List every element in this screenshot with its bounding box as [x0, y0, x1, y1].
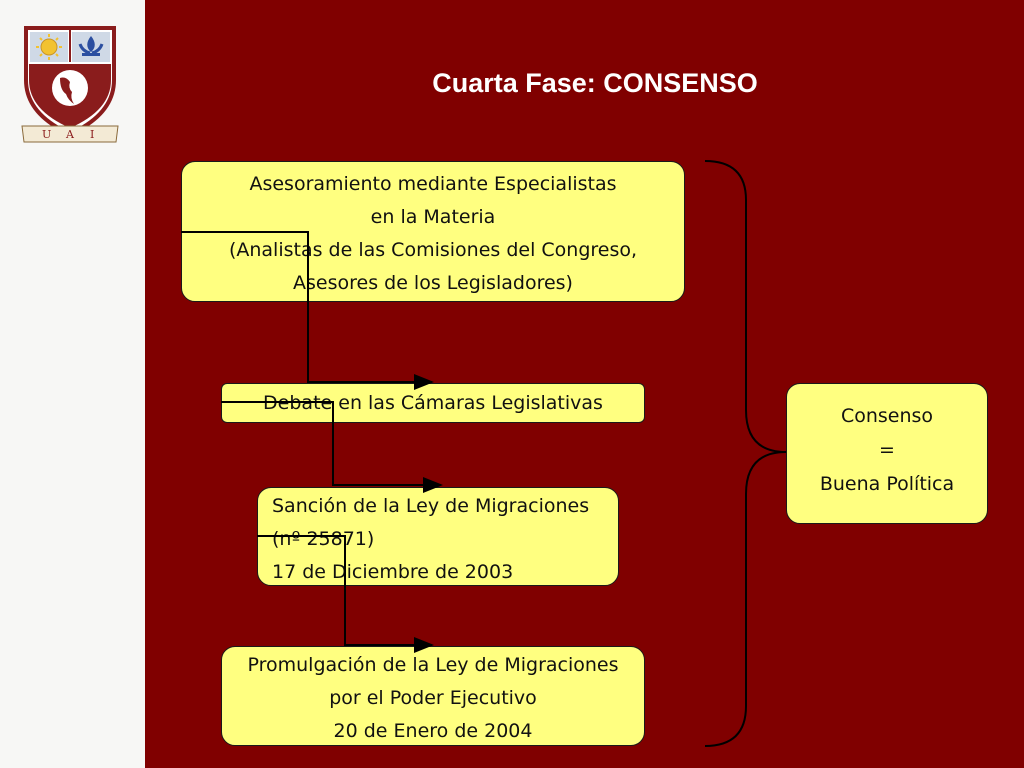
- box-sancion: [257, 487, 619, 586]
- box-sancion-line-1: Sanción de la Ley de Migraciones: [272, 495, 590, 517]
- box-debate-line-1: Debate en las Cámaras Legislativas: [263, 392, 603, 414]
- university-crest-logo: [20, 22, 120, 144]
- svg-text:A: A: [66, 128, 74, 141]
- box-consenso-line-1: Consenso: [840, 405, 934, 427]
- box-debate: [221, 383, 645, 423]
- box-asesoramiento-line-4: Asesores de los Legisladores): [293, 272, 573, 294]
- box-asesoramiento-line-1: Asesoramiento mediante Especialistas: [249, 173, 617, 195]
- box-asesoramiento-line-2: en la Materia: [370, 206, 496, 228]
- box-sancion-line-3: 17 de Diciembre de 2003: [272, 561, 514, 583]
- box-consenso-line-2: =: [879, 439, 895, 461]
- box-promulgacion: [221, 646, 645, 746]
- box-promulgacion-line-3: 20 de Enero de 2004: [333, 720, 533, 742]
- box-promulgacion-line-2: por el Poder Ejecutivo: [329, 687, 537, 709]
- box-sancion-line-2: (nº 25871): [272, 528, 375, 550]
- slide-title: Cuarta Fase: CONSENSO: [432, 68, 758, 98]
- box-consenso: [786, 383, 988, 524]
- svg-text:I: I: [90, 128, 95, 141]
- box-promulgacion-line-1: Promulgación de la Ley de Migraciones: [247, 654, 619, 676]
- box-consenso-line-3: Buena Política: [819, 473, 955, 495]
- box-asesoramiento-line-3: (Analistas de las Comisiones del Congreso,: [228, 239, 638, 261]
- box-asesoramiento: [181, 161, 685, 302]
- svg-text:U: U: [42, 128, 52, 141]
